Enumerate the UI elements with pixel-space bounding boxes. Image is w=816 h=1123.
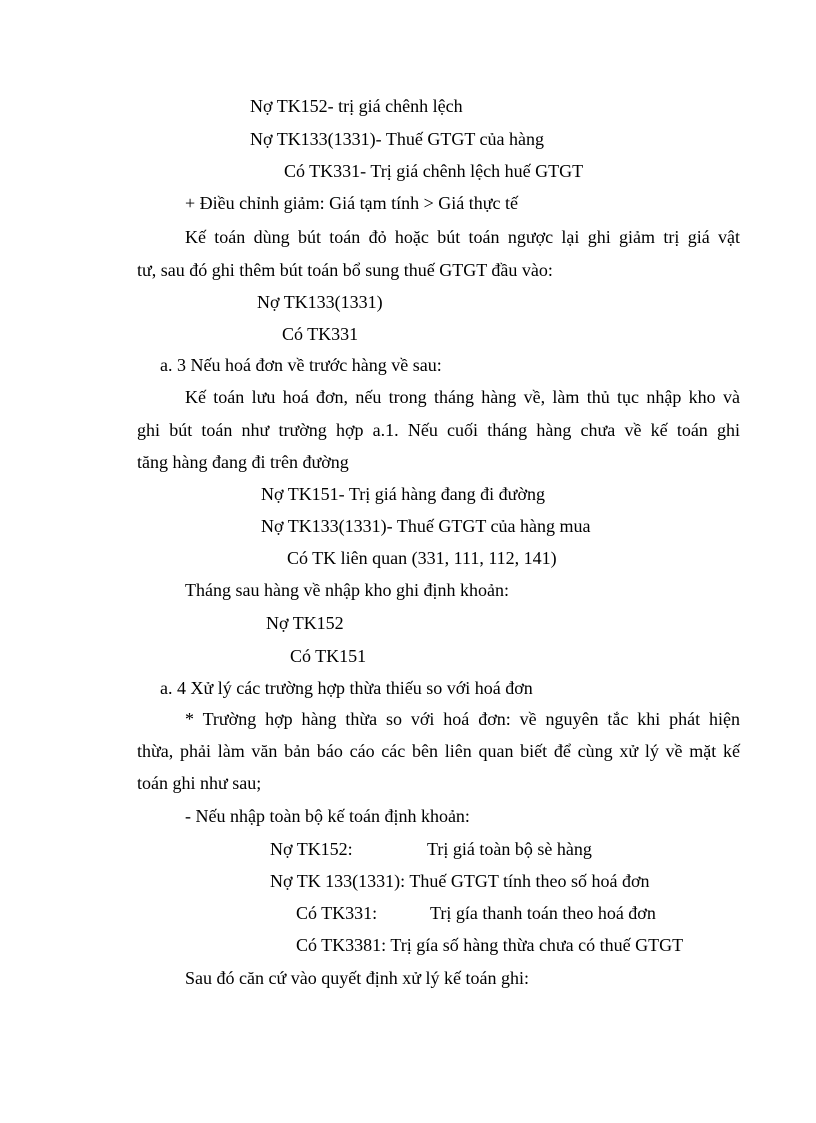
entry-credit-tk331: Có TK331- Trị giá chênh lệch huế GTGT	[284, 161, 584, 181]
entry-debit-tk152-b: Nợ TK152	[266, 613, 344, 633]
entry-credit-related: Có TK liên quan (331, 111, 112, 141)	[287, 548, 557, 568]
adjust-decrease-heading: + Điều chỉnh giảm: Giá tạm tính > Giá thực tế	[185, 193, 518, 213]
entry-credit-tk331-label: Có TK331:	[296, 903, 378, 923]
section-heading-a3: a. 3 Nếu hoá đơn về trước hàng về sau:	[160, 355, 442, 375]
entry-debit-tk152: Nợ TK152- trị giá chênh lệch	[250, 96, 463, 116]
paragraph-line: ghi bút toán như trường hợp a.1. Nếu cuối tháng hàng chưa về kế toán ghi	[137, 420, 740, 440]
entry-debit-tk133: Nợ TK133(1331)- Thuế GTGT của hàng	[250, 129, 544, 149]
entry-debit-tk152-desc: Trị giá toàn bộ sè hàng	[427, 839, 592, 859]
entry-credit-tk331-desc: Trị gía thanh toán theo hoá đơn	[430, 903, 656, 923]
closing-note: Sau đó căn cứ vào quyết định xử lý kế toán ghi:	[185, 968, 529, 988]
entry-credit-tk151: Có TK151	[290, 646, 367, 666]
entry-debit-tk133-b: Nợ TK133(1331)	[257, 292, 383, 312]
paragraph-line	[137, 386, 740, 408]
entry-debit-tk152-label: Nợ TK152:	[270, 839, 353, 859]
paragraph-text: * Trường hợp hàng thừa so với hoá đơn: về nguyên tắc khi phát hiện	[185, 709, 740, 729]
paragraph-line: tăng hàng đang đi trên đường	[137, 452, 349, 472]
paragraph-text: Kế toán lưu hoá đơn, nếu trong tháng hàng về, làm thủ tục nhập kho và	[185, 387, 740, 407]
paragraph-line: tư, sau đó ghi thêm bút toán bổ sung thuế GTGT đầu vào:	[137, 260, 553, 280]
entry-credit-tk3381: Có TK3381: Trị gía số hàng thừa chưa có thuế GTGT	[296, 935, 684, 955]
paragraph-line	[137, 226, 740, 248]
full-entry-note: - Nếu nhập toàn bộ kế toán định khoản:	[185, 806, 470, 826]
paragraph-text: Kế toán dùng bút toán đỏ hoặc bút toán ngược lại ghi giảm trị giá vật	[185, 227, 740, 247]
section-heading-a4: a. 4 Xử lý các trường hợp thừa thiếu so với hoá đơn	[160, 678, 533, 698]
entry-debit-tk133-c: Nợ TK133(1331)- Thuế GTGT của hàng mua	[261, 516, 591, 536]
entry-credit-tk331-b: Có TK331	[282, 324, 359, 344]
entry-debit-tk151: Nợ TK151- Trị giá hàng đang đi đường	[261, 484, 545, 504]
paragraph-line: toán ghi như sau;	[137, 773, 262, 793]
paragraph-line	[137, 708, 740, 730]
paragraph-line: thừa, phải làm văn bản báo cáo các bên liên quan biết để cùng xử lý về mặt kế	[137, 741, 740, 761]
entry-debit-tk133-d: Nợ TK 133(1331): Thuế GTGT tính theo số hoá đơn	[270, 871, 650, 891]
next-month-note: Tháng sau hàng về nhập kho ghi định khoản:	[185, 580, 509, 600]
